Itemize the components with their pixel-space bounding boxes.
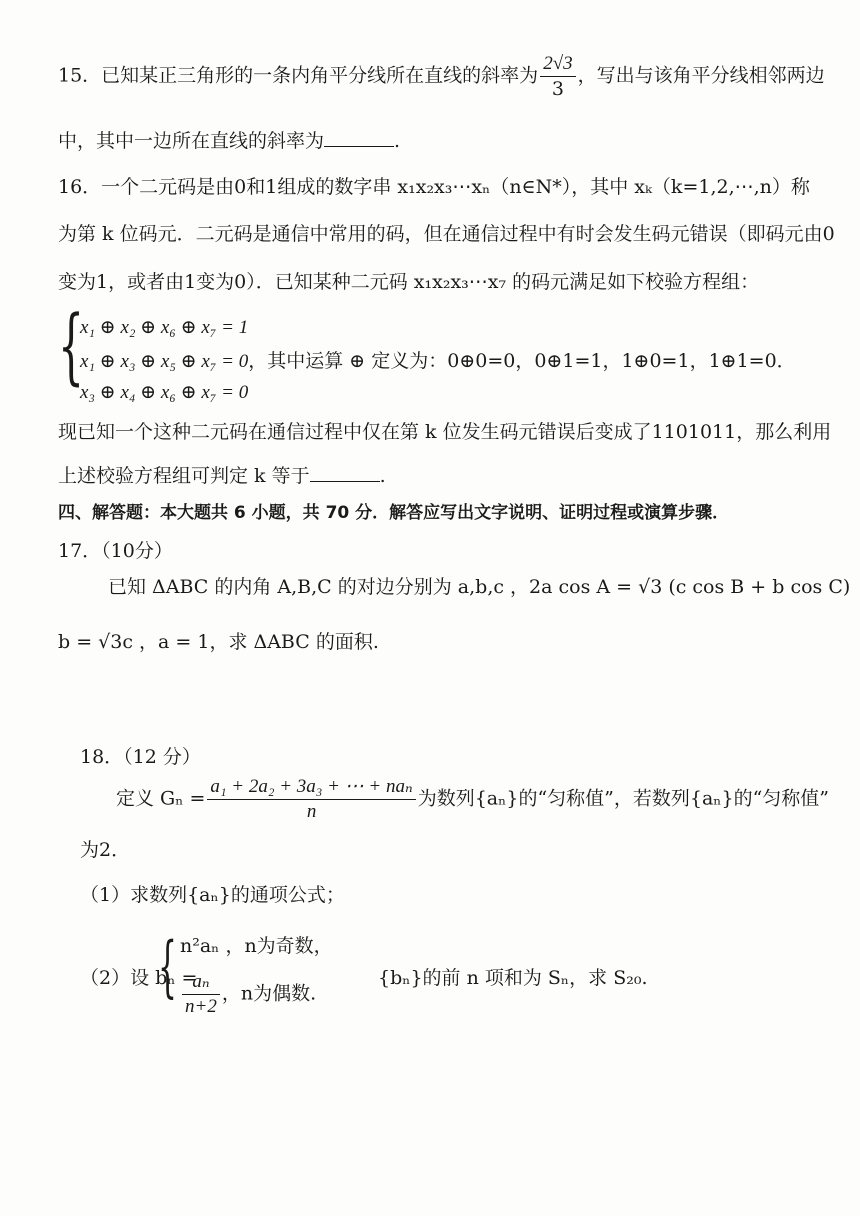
q18-def-num: a₁ + 2a₂ + 3a₃ + ⋯ + naₙ [207, 775, 415, 800]
q16-line4: 现已知一个这种二元码在通信过程中仅在第 k 位发生码元错误后变成了1101011，那么利用 [58, 421, 832, 443]
section4-heading: 四、解答题：本大题共 6 小题，共 70 分．解答应写出文字说明、证明过程或演算步骤． [58, 503, 730, 523]
q15-line2: 中，其中一边所在直线的斜率为 . [58, 130, 401, 152]
q18-def-den: n [306, 801, 317, 822]
q17-line2: b = √3c ，a = 1，求 ΔABC 的面积. [58, 631, 379, 653]
q16-system-brace: { [58, 299, 85, 394]
q18-def-tail: 为2． [80, 839, 131, 861]
q18-heading: 18．（12 分） [80, 746, 201, 768]
q16-eq2: x₁ ⊕ x₃ ⊕ x₅ ⊕ x₇ = 0 [80, 351, 249, 372]
q15-frac-num: 2√3 [540, 52, 575, 77]
q18-piecewise-brace: { [158, 928, 177, 1005]
q18-definition-line [116, 775, 829, 824]
q16-text-line5: 上述校验方程组可判定 k 等于 [58, 465, 310, 487]
q18-case2-fraction [182, 970, 220, 1019]
q16-line1: 16．一个二元码是由0和1组成的数字串 x₁x₂x₃⋯xₙ（n∈N*），其中 xₖ（k=1,2,⋯,n）称 [58, 176, 810, 198]
q16-op-definition: ，其中运算 ⊕ 定义为：0⊕0=0，0⊕1=1，1⊕0=1，1⊕1=0． [248, 350, 796, 372]
q15-frac-den: 3 [551, 78, 564, 100]
q18-def-fraction [207, 775, 415, 824]
q16-line5: 上述校验方程组可判定 k 等于 . [58, 465, 386, 487]
q15-text-pre: 15．已知某正三角形的一条内角平分线所在直线的斜率为 [58, 64, 539, 87]
q16-eq1: x₁ ⊕ x₂ ⊕ x₆ ⊕ x₇ = 1 [80, 317, 249, 338]
q18-case2-den: n+2 [185, 996, 217, 1017]
q18-case2 [180, 970, 316, 1019]
q18-part2-post: {bₙ}的前 n 项和为 Sₙ，求 S₂₀. [378, 967, 648, 989]
q17-heading: 17．（10分） [58, 540, 173, 562]
q16-line2: 为第 k 位码元．二元码是通信中常用的码，但在通信过程中有时会发生码元错误（即码元由0 [58, 223, 835, 245]
q18-def-post: 为数列{aₙ}的“匀称值”，若数列{aₙ}的“匀称值” [417, 787, 830, 810]
q18-case2-cond: ，n为偶数. [221, 982, 317, 1005]
q15-line1 [58, 52, 825, 101]
q16-answer-blank[interactable] [310, 463, 380, 482]
q16-line3: 变为1，或者由1变为0）．已知某种二元码 x₁x₂x₃⋯x₇ 的码元满足如下校验方程组： [58, 271, 760, 293]
q16-eq3: x₃ ⊕ x₄ ⊕ x₆ ⊕ x₇ = 0 [80, 382, 249, 403]
q17-line1: 已知 ΔABC 的内角 A,B,C 的对边分别为 a,b,c ，2a cos A = √3 (c cos B + b cos C) [108, 576, 851, 598]
q18-case1: n²aₙ ，n为奇数， [180, 935, 333, 957]
q15-text-post: ，写出与该角平分线相邻两边 [577, 64, 825, 87]
q18-def-pre: 定义 Gₙ = [116, 787, 206, 810]
q16-eq2-line [80, 349, 796, 374]
q18-part2-pre: （2）设 bₙ = [80, 967, 198, 989]
q15-slope-fraction [540, 52, 575, 101]
q18-case2-num: aₙ [182, 970, 220, 995]
q18-part1: （1）求数列{aₙ}的通项公式； [80, 884, 345, 906]
q15-answer-blank[interactable] [324, 128, 394, 147]
q15-text-line2: 中，其中一边所在直线的斜率为 [58, 130, 325, 152]
